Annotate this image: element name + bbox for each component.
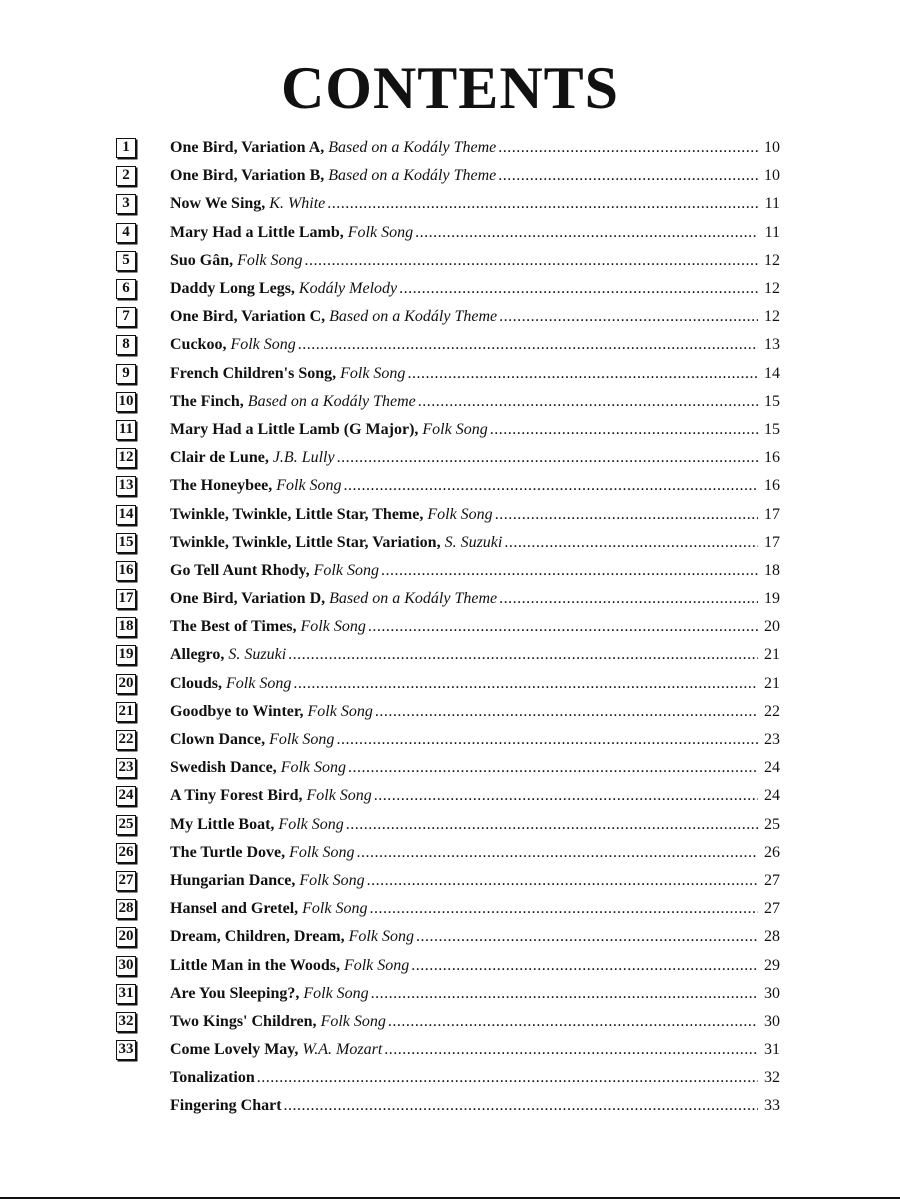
entry-title-main: One Bird, Variation D, [170,590,326,608]
entry-title [170,365,405,383]
entry-title-main: Clown Dance, [170,731,266,749]
entry-page-number: 14 [764,364,780,382]
entry-number-box: 31 [116,984,136,1004]
entry-title-main: The Best of Times, [170,618,297,636]
dot-leader [346,816,758,834]
entry-composer: Folk Song [295,871,365,889]
entry-title-main: Hungarian Dance, [170,871,296,889]
entry-page-number: 15 [764,420,780,438]
entry-page-number: 24 [764,787,780,805]
toc-entry [116,1036,780,1064]
dot-leader [399,280,758,298]
entry-number-box: 5 [116,251,136,271]
entry-composer: Based on a Kodály Theme [325,308,498,326]
entry-number-box: 10 [116,392,136,412]
dot-leader [327,195,758,213]
entry-page-number: 30 [764,1012,780,1030]
toc-entry [116,275,780,303]
dot-leader [418,393,758,411]
entry-composer: Folk Song [265,731,335,749]
entry-page-number: 11 [764,195,780,213]
entry-composer: W.A. Mozart [298,1041,383,1059]
entry-composer: Folk Song [296,618,366,636]
entry-number-box: 24 [116,786,136,806]
contents-list [116,134,780,1121]
entry-title [170,477,342,495]
entry-number-box: 15 [116,533,136,553]
entry-page-number: 30 [764,984,780,1002]
entry-page-number: 24 [764,759,780,777]
entry-title [170,957,409,975]
entry-title [170,195,325,213]
dot-leader [498,167,758,185]
dot-leader [304,252,758,270]
entry-composer: Folk Song [274,815,344,833]
entry-number-box: 4 [116,223,136,243]
entry-composer: S. Suzuki [440,533,503,551]
entry-composer: S. Suzuki [224,646,287,664]
dot-leader [384,1041,758,1059]
entry-number-box: 27 [116,871,136,891]
entry-title [170,1041,382,1059]
entry-composer: Folk Song [423,505,493,523]
entry-title-main: Goodbye to Winter, [170,702,304,720]
entry-title [170,675,291,693]
entry-title-main: Hansel and Gretel, [170,900,299,918]
dot-leader [293,675,758,693]
entry-title-main: Now We Sing, [170,195,266,213]
entry-composer: Based on a Kodály Theme [324,139,497,157]
entry-number-box: 2 [116,166,136,186]
entry-title-main: Swedish Dance, [170,759,277,777]
entry-number-spacer [116,1068,136,1088]
entry-page-number: 26 [764,843,780,861]
toc-entry [116,416,780,444]
dot-leader [369,900,758,918]
dot-leader [348,759,758,777]
dot-leader [490,421,758,439]
entry-page-number: 21 [764,646,780,664]
entry-page-number: 23 [764,731,780,749]
entry-number-box: 21 [116,702,136,722]
entry-number-box: 23 [116,758,136,778]
dot-leader [284,1097,758,1115]
entry-title [170,787,372,805]
entry-title-main: Mary Had a Little Lamb (G Major), [170,420,419,438]
entry-title-main: Daddy Long Legs, [170,280,295,298]
dot-leader [344,477,758,495]
entry-number-box: 17 [116,589,136,609]
entry-composer: Folk Song [226,336,296,354]
entry-number-box: 16 [116,561,136,581]
entry-title [170,393,416,411]
bottom-rule [0,1197,900,1199]
entry-number-box: 19 [116,645,136,665]
dot-leader [368,618,758,636]
entry-number-box: 13 [116,476,136,496]
entry-title [170,167,496,185]
dot-leader [416,928,758,946]
entry-title-main: Suo Gân, [170,251,234,269]
entry-title-main: French Children's Song, [170,364,337,382]
entry-title [170,534,502,552]
entry-title-main: Two Kings' Children, [170,1012,317,1030]
entry-number-box: 6 [116,279,136,299]
entry-title [170,308,497,326]
toc-entry [116,134,780,162]
toc-entry [116,754,780,782]
entry-composer: Folk Song [418,420,488,438]
dot-leader [499,590,758,608]
entry-composer: Folk Song [343,223,414,241]
entry-page-number: 18 [764,561,780,579]
toc-entry [116,585,780,613]
entry-title [170,928,414,946]
entry-title [170,224,413,242]
dot-leader [337,449,758,467]
toc-entry [116,472,780,500]
toc-entry [116,895,780,923]
entry-title-main: One Bird, Variation C, [170,308,326,326]
toc-entry [116,303,780,331]
entry-title [170,900,367,918]
entry-title-main: Go Tell Aunt Rhody, [170,561,310,579]
entry-composer: K. White [265,195,326,213]
toc-entry [116,980,780,1008]
toc-entry [116,839,780,867]
dot-leader [298,336,758,354]
toc-entry [116,867,780,895]
entry-title-main: The Finch, [170,392,244,410]
entry-composer: J.B. Lully [268,449,335,467]
entry-composer: Folk Song [303,702,373,720]
entry-page-number: 29 [764,956,780,974]
entry-number-box: 20 [116,927,136,947]
entry-page-number: 11 [764,223,780,241]
entry-title-main: Fingering Chart [170,1097,282,1115]
dot-leader [375,703,758,721]
entry-title [170,618,366,636]
toc-entry [116,331,780,359]
toc-entry [116,923,780,951]
entry-title [170,872,365,890]
entry-title [170,985,369,1003]
entry-title-main: Come Lovely May, [170,1041,299,1059]
entry-title [170,506,493,524]
entry-composer: Folk Song [316,1012,386,1030]
entry-page-number: 15 [764,392,780,410]
entry-page-number: 16 [764,477,780,495]
entry-number-box: 3 [116,194,136,214]
dot-leader [371,985,758,1003]
entry-composer: Kodály Melody [294,280,398,298]
entry-page-number: 32 [764,1069,780,1087]
entry-title [170,1013,386,1031]
dot-leader [498,139,758,157]
entry-title [170,1069,255,1087]
toc-entry [116,613,780,641]
entry-composer: Based on a Kodály Theme [325,590,498,608]
entry-composer: Folk Song [298,900,368,918]
entry-title-main: Mary Had a Little Lamb, [170,223,344,241]
entry-title-main: A Tiny Forest Bird, [170,787,303,805]
entry-composer: Folk Song [336,364,406,382]
entry-composer: Folk Song [272,477,342,495]
entry-number-spacer [116,1096,136,1116]
toc-entry [116,247,780,275]
dot-leader [504,534,758,552]
entry-page-number: 31 [764,1041,780,1059]
dot-leader [415,224,758,242]
entry-number-box: 12 [116,448,136,468]
dot-leader [499,308,758,326]
entry-title-main: Tonalization [170,1069,255,1087]
entry-title-main: One Bird, Variation A, [170,139,325,157]
entry-page-number: 12 [764,251,780,269]
toc-entry [116,951,780,979]
entry-composer: Folk Song [222,674,292,692]
entry-title-main: Twinkle, Twinkle, Little Star, Theme, [170,505,424,523]
dot-leader [495,506,758,524]
entry-number-box: 7 [116,307,136,327]
toc-entry [116,360,780,388]
toc-entry [116,782,780,810]
entry-page-number: 27 [764,871,780,889]
entry-number-box: 28 [116,899,136,919]
toc-entry [116,500,780,528]
entry-composer: Folk Song [309,561,379,579]
entry-composer: Folk Song [339,956,410,974]
entry-title-main: Dream, Children, Dream, [170,928,345,946]
entry-title [170,336,296,354]
entry-title [170,646,286,664]
entry-number-box: 8 [116,335,136,355]
dot-leader [374,787,758,805]
toc-entry [116,1008,780,1036]
dot-leader [288,646,758,664]
dot-leader [336,731,758,749]
entry-number-box: 32 [116,1012,136,1032]
dot-leader [407,365,758,383]
entry-title [170,562,379,580]
entry-title [170,449,335,467]
entry-title-main: My Little Boat, [170,815,275,833]
dot-leader [356,844,758,862]
entry-title [170,280,397,298]
entry-title-main: One Bird, Variation B, [170,167,325,185]
entry-page-number: 20 [764,618,780,636]
entry-title [170,844,354,862]
entry-number-box: 30 [116,956,136,976]
entry-title-main: Clair de Lune, [170,449,269,467]
entry-number-box: 18 [116,617,136,637]
entry-title-main: The Honeybee, [170,477,273,495]
toc-entry [116,219,780,247]
toc-entry [116,641,780,669]
dot-leader [388,1013,758,1031]
entry-page-number: 12 [764,308,780,326]
toc-entry [116,557,780,585]
toc-entry [116,1064,780,1092]
entry-title-main: Twinkle, Twinkle, Little Star, Variation, [170,533,441,551]
toc-entry [116,162,780,190]
entry-composer: Folk Song [233,251,303,269]
toc-entry [116,670,780,698]
toc-entry [116,388,780,416]
entry-composer: Folk Song [276,759,347,777]
dot-leader [411,957,758,975]
dot-leader [381,562,758,580]
entry-number-box: 11 [116,420,136,440]
entry-title [170,703,373,721]
entry-page-number: 22 [764,702,780,720]
entry-title [170,1097,282,1115]
entry-page-number: 33 [764,1097,780,1115]
entry-title-main: Are You Sleeping?, [170,984,300,1002]
dot-leader [257,1069,758,1087]
entry-title-main: Little Man in the Woods, [170,956,340,974]
entry-page-number: 28 [764,928,780,946]
dot-leader [367,872,758,890]
entry-title [170,252,302,270]
entry-title-main: Cuckoo, [170,336,227,354]
entry-title [170,590,497,608]
entry-page-number: 13 [764,336,780,354]
entry-number-box: 14 [116,505,136,525]
entry-title [170,816,344,834]
entry-number-box: 26 [116,843,136,863]
entry-title [170,759,346,777]
entry-title [170,139,496,157]
entry-title [170,731,334,749]
entry-number-box: 20 [116,674,136,694]
entry-composer: Folk Song [302,787,372,805]
entry-title-main: The Turtle Dove, [170,843,286,861]
entry-title-main: Clouds, [170,674,223,692]
toc-entry [116,190,780,218]
entry-page-number: 16 [764,449,780,467]
toc-entry [116,698,780,726]
toc-entry [116,726,780,754]
toc-entry [116,1092,780,1120]
entry-page-number: 17 [764,505,780,523]
entry-composer: Based on a Kodály Theme [243,392,416,410]
entry-page-number: 21 [764,674,780,692]
entry-title-main: Allegro, [170,646,225,664]
entry-title [170,421,488,439]
entry-number-box: 1 [116,138,136,158]
entry-page-number: 10 [764,167,780,185]
entry-composer: Folk Song [299,984,369,1002]
entry-number-box: 25 [116,815,136,835]
entry-page-number: 10 [764,139,780,157]
entry-page-number: 25 [764,815,780,833]
toc-entry [116,529,780,557]
toc-entry [116,444,780,472]
entry-page-number: 17 [764,533,780,551]
entry-page-number: 27 [764,900,780,918]
toc-entry [116,811,780,839]
page-title: CONTENTS [280,55,620,121]
entry-number-box: 22 [116,730,136,750]
entry-number-box: 33 [116,1040,136,1060]
entry-page-number: 12 [764,280,780,298]
entry-composer: Folk Song [285,843,355,861]
entry-composer: Folk Song [344,928,414,946]
entry-number-box: 9 [116,364,136,384]
entry-composer: Based on a Kodály Theme [324,167,497,185]
entry-page-number: 19 [764,590,780,608]
